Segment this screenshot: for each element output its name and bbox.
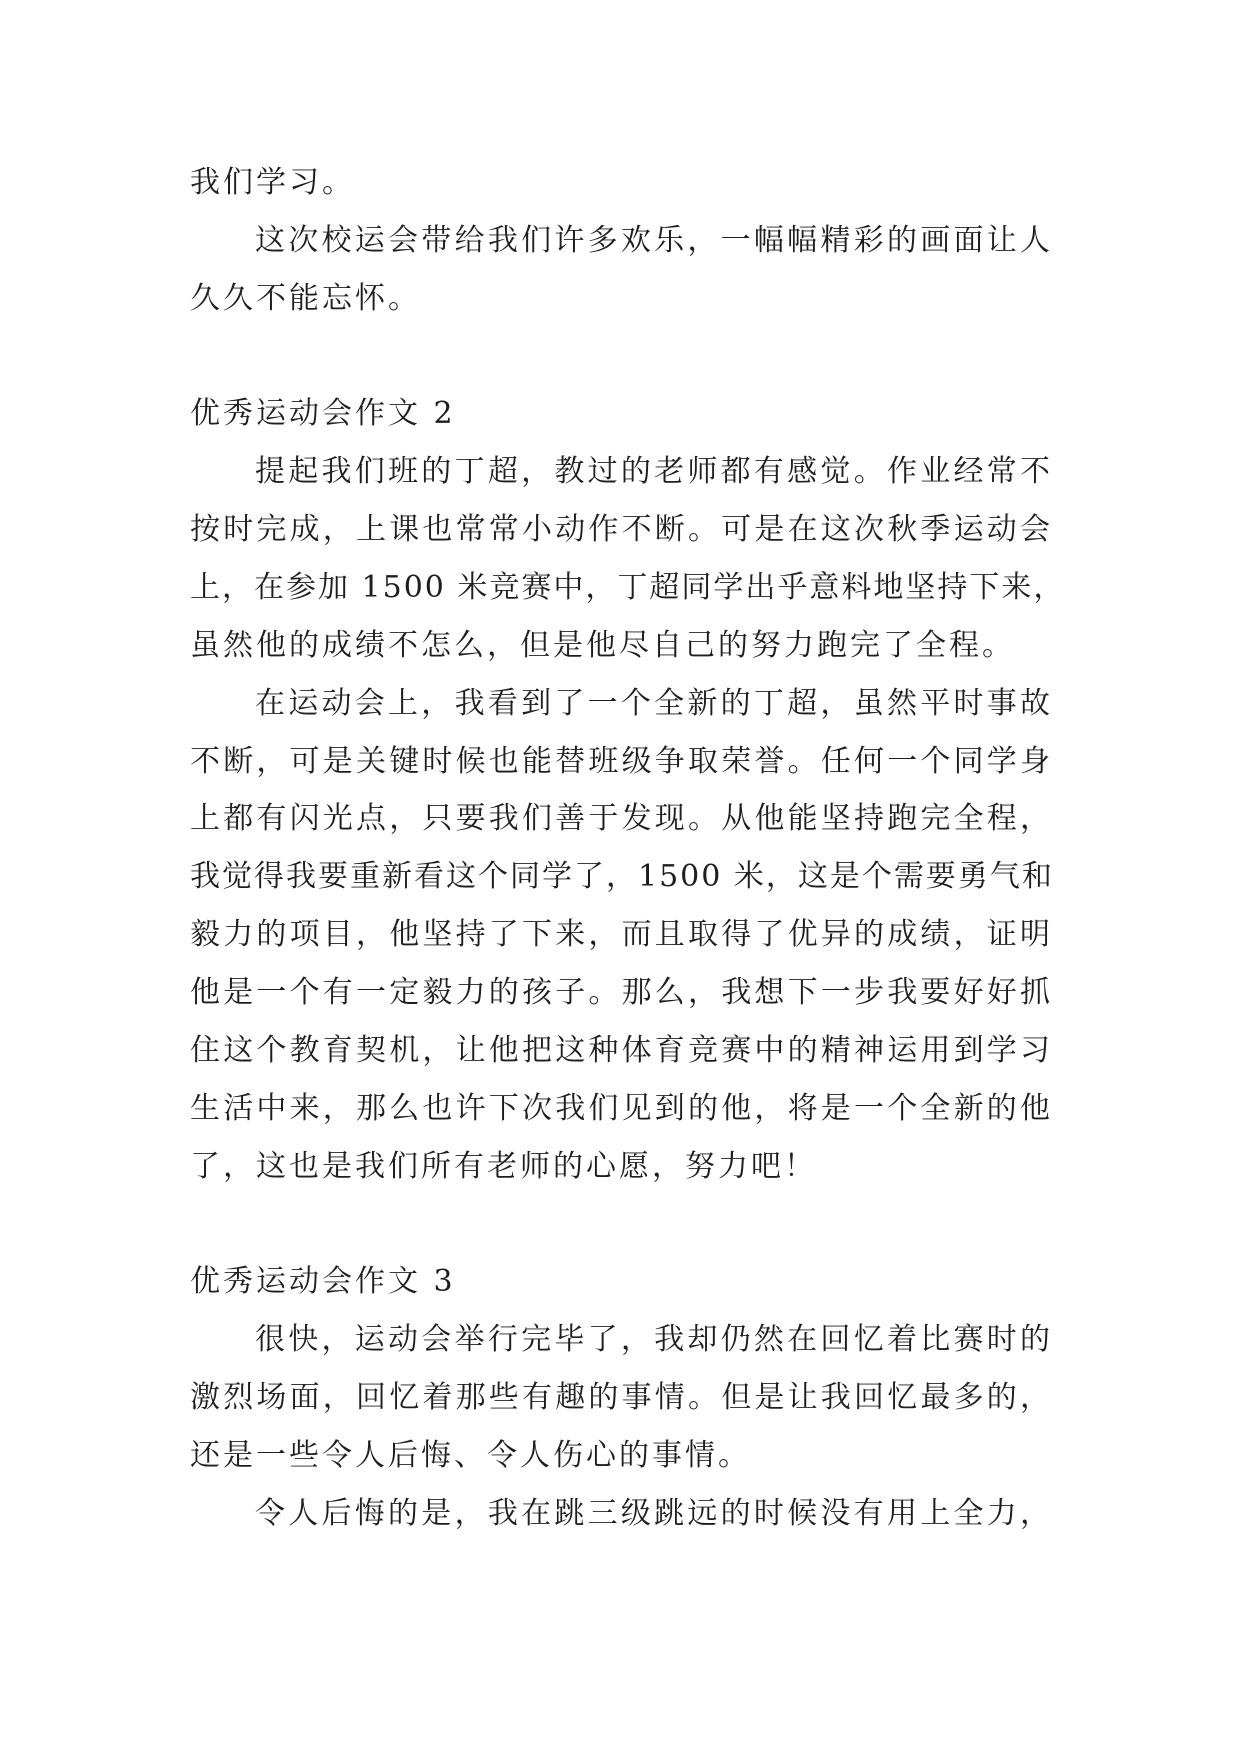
document-body (190, 154, 1066, 1543)
text-line: 住这个教育契机，让他把这种体育竞赛中的精神运用到学习 (190, 1032, 1052, 1068)
text-line: 了，这也是我们所有老师的心愿，努力吧！ (190, 1148, 817, 1184)
paragraph (190, 675, 1052, 1196)
text-line: 还是一些令人后悔、令人伤心的事情。 (190, 1437, 751, 1473)
text-line: 很快，运动会举行完毕了，我却仍然在回忆着比赛时的 (255, 1322, 1052, 1358)
paragraph (190, 154, 1052, 212)
section-heading: 优秀运动会作文 2 (190, 396, 456, 432)
text-line: 久久不能忘怀。 (190, 280, 421, 316)
text-line: 我们学习。 (190, 165, 355, 200)
paragraph (190, 443, 1066, 674)
text-line: 毅力的项目，他坚持了下来，而且取得了优异的成绩，证明 (190, 917, 1052, 953)
text-line: 他是一个有一定毅力的孩子。那么，我想下一步我要好好抓 (190, 975, 1052, 1011)
text-line: 上都有闪光点，只要我们善于发现。从他能坚持跑完全程， (190, 801, 1052, 837)
text-line: 虽然他的成绩不怎么，但是他尽自己的努力跑完了全程。 (190, 627, 1015, 663)
blank-line (190, 1195, 1052, 1253)
paragraph (190, 1311, 1052, 1485)
text-line: 激烈场面，回忆着那些有趣的事情。但是让我回忆最多的， (190, 1380, 1052, 1416)
text-line: 我觉得我要重新看这个同学了，1500 米，这是个需要勇气和 (190, 859, 1054, 895)
paragraph (190, 1485, 1052, 1543)
text-line: 提起我们班的丁超，教过的老师都有感觉。作业经常不 (255, 454, 1052, 490)
paragraph (190, 212, 1052, 328)
text-line: 这次校运会带给我们许多欢乐，一幅幅精彩的画面让人 (255, 222, 1052, 258)
text-line: 在运动会上，我看到了一个全新的丁超，虽然平时事故 (255, 685, 1052, 721)
text-line: 不断，可是关键时候也能替班级争取荣誉。任何一个同学身 (190, 743, 1052, 779)
text-line: 令人后悔的是，我在跳三级跳远的时候没有用上全力， (255, 1495, 1052, 1531)
text-line: 上，在参加 1500 米竞赛中，丁超同学出乎意料地坚持下来， (190, 570, 1066, 606)
text-line: 生活中来，那么也许下次我们见到的他，将是一个全新的他 (190, 1090, 1052, 1126)
section-heading: 优秀运动会作文 3 (190, 1264, 456, 1300)
blank-line (190, 328, 1052, 386)
text-line: 按时完成，上课也常常小动作不断。可是在这次秋季运动会 (190, 512, 1052, 548)
